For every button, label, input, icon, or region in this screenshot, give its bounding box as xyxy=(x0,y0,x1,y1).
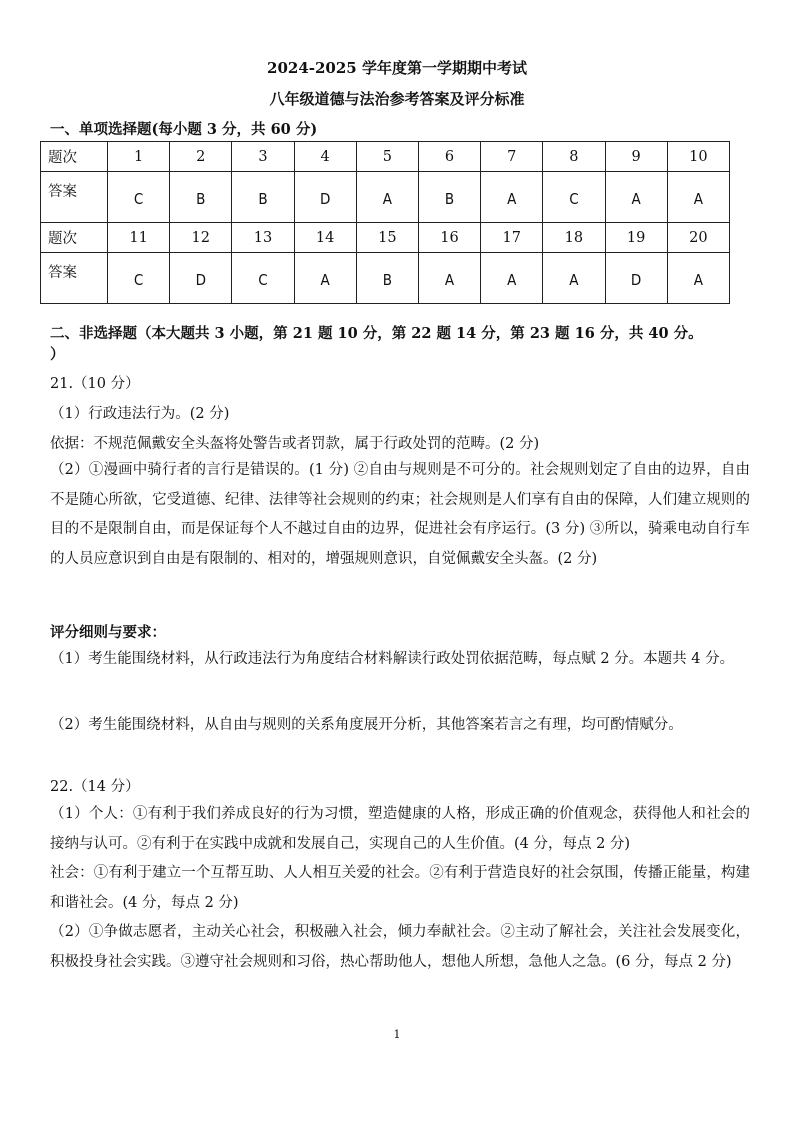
question-number-cell: 3 xyxy=(232,142,294,172)
question-number-cell: 18 xyxy=(543,223,605,253)
answer-cell: C xyxy=(232,253,294,304)
answer-cell: A xyxy=(356,172,418,223)
answer-row xyxy=(41,253,730,304)
answer-cell: A xyxy=(543,253,605,304)
answer-table xyxy=(40,141,730,304)
answer-cell: C xyxy=(108,172,170,223)
answer-cell: A xyxy=(605,172,667,223)
doc-subtitle: 八年级道德与法治参考答案及评分标准 xyxy=(269,90,525,108)
question-number-cell: 14 xyxy=(294,223,356,253)
answer-cell: C xyxy=(543,172,605,223)
answer-cell: A xyxy=(481,253,543,304)
answer-cell: C xyxy=(108,253,170,304)
question-number-cell: 13 xyxy=(232,223,294,253)
page-number: 1 xyxy=(393,1028,401,1041)
row-label-answer: 答案 xyxy=(41,172,108,223)
q22-part1-individual: （1）个人：①有利于我们养成良好的行为习惯，塑造健康的人格，形成正确的价值观念，获得他人和社会的接纳与认可。②有利于在实践中成就和发展自己，实现自己的人生价值。(4 分，每点 2 分) xyxy=(50,806,750,852)
answer-cell: D xyxy=(294,172,356,223)
question-number-cell: 16 xyxy=(418,223,480,253)
question-number-row xyxy=(41,223,730,253)
question-number-cell: 20 xyxy=(667,223,729,253)
q21-scoring-1: （1）考生能围绕材料，从行政违法行为角度结合材料解读行政处罚依据范畴，每点赋 2 分。本题共 4 分。 xyxy=(50,651,735,667)
question-number-cell: 15 xyxy=(356,223,418,253)
section2-heading: 二、非选择题（本大题共 3 小题，第 21 题 10 分，第 22 题 14 分，第 23 题 16 分，共 40 分。 xyxy=(50,325,703,342)
answer-cell: B xyxy=(418,172,480,223)
answer-cell: A xyxy=(667,253,729,304)
q21-part2: （2）①漫画中骑行者的言行是错误的。(1 分) ②自由与规则是不可分的。社会规则划定了自由的边界，自由不是随心所欲，它受道德、纪律、法律等社会规则的约束；社会规则是人们享有自由的保障，人们建立规则的目的不是限制自由，而是保证每个人不越过自由的边界，促进社会有序运行。(3 分) ③所以，骑乘电动自行车的人员应意识到自由是有限制的、相对的，增强规则意识，自觉佩戴安全头盔。(2 分) xyxy=(50,462,750,567)
answer-cell: B xyxy=(356,253,418,304)
question-number-cell: 12 xyxy=(170,223,232,253)
row-label-question: 题次 xyxy=(41,142,108,172)
answer-row xyxy=(41,172,730,223)
question-number-cell: 9 xyxy=(605,142,667,172)
question-number-cell: 6 xyxy=(418,142,480,172)
question-number-cell: 19 xyxy=(605,223,667,253)
question-number-cell: 11 xyxy=(108,223,170,253)
row-label-question: 题次 xyxy=(41,223,108,253)
row-label-answer: 答案 xyxy=(41,253,108,304)
question-number-cell: 10 xyxy=(667,142,729,172)
question-number-cell: 8 xyxy=(543,142,605,172)
doc-title: 2024-2025 学年度第一学期期中考试 xyxy=(267,59,527,77)
question-number-cell: 7 xyxy=(481,142,543,172)
question-number-cell: 4 xyxy=(294,142,356,172)
q21-scoring-2: （2）考生能围绕材料，从自由与规则的关系角度展开分析，其他答案若言之有理，均可酌情赋分。 xyxy=(50,717,683,733)
answer-cell: D xyxy=(605,253,667,304)
question-number-cell: 2 xyxy=(170,142,232,172)
q22-title: 22.（14 分） xyxy=(50,779,140,795)
answer-cell: A xyxy=(667,172,729,223)
answer-cell: A xyxy=(294,253,356,304)
section2-heading-cont: ） xyxy=(50,346,65,363)
q22-part1-society: 社会：①有利于建立一个互帮互助、人人相互关爱的社会。②有利于营造良好的社会氛围，传播正能量，构建和谐社会。(4 分，每点 2 分) xyxy=(50,865,750,911)
section1-heading: 一、单项选择题(每小题 3 分，共 60 分) xyxy=(50,121,318,138)
answer-cell: B xyxy=(170,172,232,223)
answer-cell: A xyxy=(481,172,543,223)
answer-cell: A xyxy=(418,253,480,304)
question-number-row xyxy=(41,142,730,172)
question-number-cell: 17 xyxy=(481,223,543,253)
question-number-cell: 1 xyxy=(108,142,170,172)
q21-part1: （1）行政违法行为。(2 分) xyxy=(50,406,230,422)
q21-scoring-title: 评分细则与要求： xyxy=(50,624,166,641)
answer-cell: B xyxy=(232,172,294,223)
question-number-cell: 5 xyxy=(356,142,418,172)
q22-part2: （2）①争做志愿者，主动关心社会，积极融入社会，倾力奉献社会。②主动了解社会，关注社会发展变化，积极投身社会实践。③遵守社会规则和习俗，热心帮助他人，想他人所想，急他人之急。(6 分，每点 2 分) xyxy=(50,924,750,970)
q21-basis: 依据：不规范佩戴安全头盔将处警告或者罚款，属于行政处罚的范畴。(2 分) xyxy=(50,436,540,452)
answer-cell: D xyxy=(170,253,232,304)
q21-title: 21.（10 分） xyxy=(50,376,140,392)
